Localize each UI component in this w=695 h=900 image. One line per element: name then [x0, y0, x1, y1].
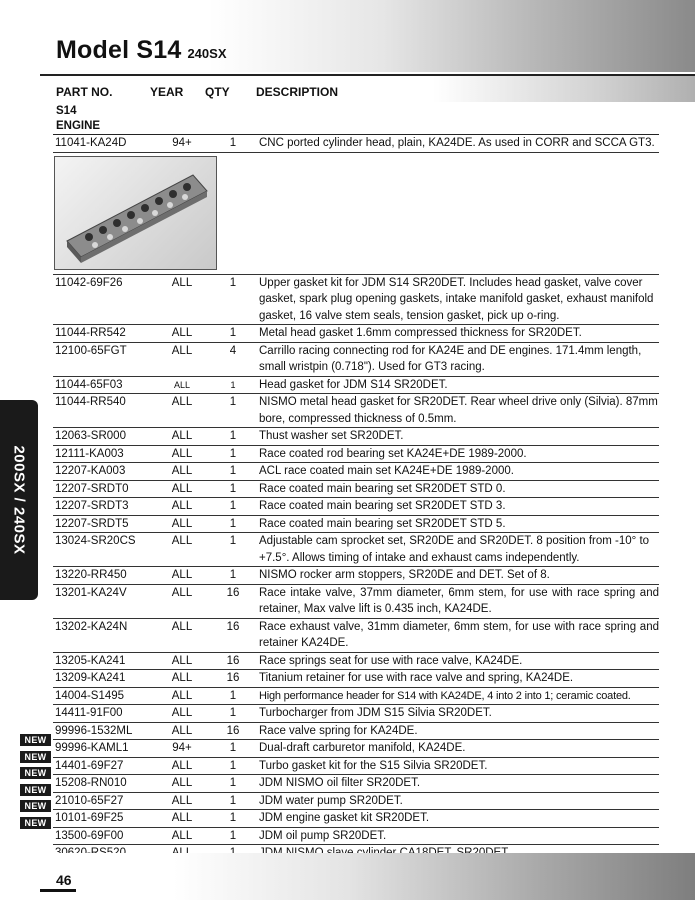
description-cell: Turbo gasket kit for the S15 Silvia SR20DET.: [259, 757, 659, 775]
description-cell: Upper gasket kit for JDM S14 SR20DET. Includes head gasket, valve cover gasket, spark plug opening gaskets, intake manifold gasket, exhaust manifold gasket, 16 valve stem seals, tension gasket, pick up o-ring.: [259, 274, 659, 325]
side-tab: [0, 400, 38, 600]
qty-cell: 1: [207, 274, 259, 325]
year-cell: ALL: [157, 757, 207, 775]
part-number: 99996-1532ML: [53, 722, 157, 740]
part-number: 13209-KA241: [53, 670, 157, 688]
qty-cell: 1: [207, 394, 259, 428]
description-cell: ACL race coated main set KA24E+DE 1989-2000.: [259, 463, 659, 481]
table-row: [53, 687, 659, 705]
part-number: 12111-KA003: [53, 445, 157, 463]
year-cell: ALL: [157, 515, 207, 533]
qty-cell: 1: [207, 740, 259, 758]
year-cell: ALL: [157, 463, 207, 481]
qty-cell: 1: [207, 533, 259, 567]
table-row: [53, 722, 659, 740]
part-number: 11044-RR542: [53, 325, 157, 343]
year-cell: 94+: [157, 740, 207, 758]
table-row: [53, 394, 659, 428]
description-cell: Carrillo racing connecting rod for KA24E and DE engines. 171.4mm length, small wristpin (0.718"). Used for GT3 racing.: [259, 342, 659, 376]
table-row: [53, 810, 659, 828]
part-number: 21010-65F27: [53, 792, 157, 810]
table-row: [53, 274, 659, 325]
table-row: [53, 705, 659, 723]
table-row: [53, 325, 659, 343]
part-number: 11042-69F26: [53, 274, 157, 325]
qty-cell: 1: [207, 775, 259, 793]
new-badge: NEW: [20, 784, 51, 796]
qty-cell: 1: [207, 463, 259, 481]
year-cell: ALL: [157, 428, 207, 446]
table-row: [53, 827, 659, 845]
qty-cell: 1: [207, 445, 259, 463]
table-row: [53, 445, 659, 463]
description-cell: NISMO rocker arm stoppers, SR20DE and DET. Set of 8.: [259, 567, 659, 585]
table-row: [53, 463, 659, 481]
part-number: 99996-KAML1: [53, 740, 157, 758]
part-number: 13220-RR450: [53, 567, 157, 585]
year-cell: ALL: [157, 274, 207, 325]
page-number: 46: [56, 872, 72, 888]
year-cell: ALL: [157, 827, 207, 845]
model-subtitle: 240SX: [187, 46, 227, 61]
qty-cell: 1: [207, 792, 259, 810]
qty-cell: 1: [207, 376, 259, 394]
part-number: 12207-KA003: [53, 463, 157, 481]
description-cell: Race exhaust valve, 31mm diameter, 6mm stem, for use with race spring and retainer KA24DE.: [259, 618, 659, 652]
qty-cell: 1: [207, 325, 259, 343]
year-cell: ALL: [157, 722, 207, 740]
qty-cell: 16: [207, 652, 259, 670]
section-category: ENGINE: [56, 120, 101, 132]
year-cell: ALL: [157, 775, 207, 793]
year-cell: ALL: [157, 792, 207, 810]
part-number: 13201-KA24V: [53, 584, 157, 618]
cylinder-head-icon: [55, 157, 216, 269]
table-row: [53, 670, 659, 688]
table-row: [53, 515, 659, 533]
description-cell: JDM NISMO oil filter SR20DET.: [259, 775, 659, 793]
table-row: [53, 480, 659, 498]
description-cell: Metal head gasket 1.6mm compressed thickness for SR20DET.: [259, 325, 659, 343]
year-cell: ALL: [157, 342, 207, 376]
description-cell: JDM water pump SR20DET.: [259, 792, 659, 810]
part-number: 12207-SRDT0: [53, 480, 157, 498]
year-cell: ALL: [157, 533, 207, 567]
description-cell: CNC ported cylinder head, plain, KA24DE. As used in CORR and SCCA GT3.: [259, 135, 659, 153]
description-cell: Thust washer set SR20DET.: [259, 428, 659, 446]
part-number: 15208-RN010: [53, 775, 157, 793]
description-cell: Race coated rod bearing set KA24E+DE 1989-2000.: [259, 445, 659, 463]
column-header-row: [40, 74, 695, 102]
qty-cell: 1: [207, 480, 259, 498]
part-number: 13024-SR20CS: [53, 533, 157, 567]
table-row: [53, 342, 659, 376]
page-number-rule: [40, 889, 76, 892]
part-number: 11044-65F03: [53, 376, 157, 394]
table-row: [53, 135, 659, 153]
new-badge: NEW: [20, 751, 51, 763]
year-cell: ALL: [157, 810, 207, 828]
description-cell: Race coated main bearing set SR20DET STD 0.: [259, 480, 659, 498]
model-title: Model S14: [56, 36, 182, 64]
part-number: 13202-KA24N: [53, 618, 157, 652]
year-cell: ALL: [157, 376, 207, 394]
part-number: 14401-69F27: [53, 757, 157, 775]
table-row: [53, 428, 659, 446]
table-row: [53, 584, 659, 618]
qty-cell: 1: [207, 428, 259, 446]
qty-cell: 16: [207, 722, 259, 740]
description-cell: Titanium retainer for use with race valve and spring, KA24DE.: [259, 670, 659, 688]
table-row: [53, 792, 659, 810]
section-model: S14: [56, 105, 77, 117]
qty-cell: 1: [207, 135, 259, 153]
new-badge: NEW: [20, 800, 51, 812]
year-cell: ALL: [157, 705, 207, 723]
description-cell: Race coated main bearing set SR20DET STD 3.: [259, 498, 659, 516]
col-qty: QTY: [205, 85, 230, 99]
qty-cell: 1: [207, 827, 259, 845]
year-cell: ALL: [157, 652, 207, 670]
year-cell: ALL: [157, 498, 207, 516]
new-badge: NEW: [20, 734, 51, 746]
table-row: [53, 775, 659, 793]
description-cell: Race intake valve, 37mm diameter, 6mm stem, for use with race spring and retainer, Max valve lift is 0.435 inch, KA24DE.: [259, 584, 659, 618]
qty-cell: 1: [207, 757, 259, 775]
cylinder-head-photo: [54, 156, 217, 270]
table-row: [53, 533, 659, 567]
qty-cell: 16: [207, 618, 259, 652]
part-number: 12207-SRDT5: [53, 515, 157, 533]
qty-cell: 1: [207, 705, 259, 723]
description-cell: NISMO metal head gasket for SR20DET. Rear wheel drive only (Silvia). 87mm bore, compressed thickness of 0.5mm.: [259, 394, 659, 428]
col-part-no: PART NO.: [56, 85, 113, 99]
image-row: [53, 152, 659, 274]
parts-table: [53, 134, 659, 880]
table-row: [53, 740, 659, 758]
year-cell: ALL: [157, 480, 207, 498]
description-cell: Race coated main bearing set SR20DET STD 5.: [259, 515, 659, 533]
year-cell: ALL: [157, 325, 207, 343]
description-cell: Head gasket for JDM S14 SR20DET.: [259, 376, 659, 394]
side-tab-label: 200SX / 240SX: [10, 445, 28, 555]
qty-cell: 16: [207, 670, 259, 688]
table-row: [53, 498, 659, 516]
year-cell: ALL: [157, 618, 207, 652]
year-cell: ALL: [157, 687, 207, 705]
year-cell: ALL: [157, 670, 207, 688]
col-year: YEAR: [150, 85, 184, 99]
year-cell: ALL: [157, 445, 207, 463]
new-badge: NEW: [20, 817, 51, 829]
description-cell: High performance header for S14 with KA24DE, 4 into 2 into 1; ceramic coated.: [259, 687, 659, 705]
qty-cell: 1: [207, 810, 259, 828]
part-number: 14411-91F00: [53, 705, 157, 723]
description-cell: Race valve spring for KA24DE.: [259, 722, 659, 740]
table-row: [53, 652, 659, 670]
description-cell: Race springs seat for use with race valve, KA24DE.: [259, 652, 659, 670]
part-number: 14004-S1495: [53, 687, 157, 705]
qty-cell: 1: [207, 498, 259, 516]
description-cell: JDM engine gasket kit SR20DET.: [259, 810, 659, 828]
part-number: 13500-69F00: [53, 827, 157, 845]
table-row: [53, 567, 659, 585]
year-cell: ALL: [157, 394, 207, 428]
qty-cell: 4: [207, 342, 259, 376]
description-cell: Turbocharger from JDM S15 Silvia SR20DET.: [259, 705, 659, 723]
table-row: [53, 376, 659, 394]
description-cell: Adjustable cam sprocket set, SR20DE and SR20DET. 8 position from -10° to +7.5°. Allows timing of intake and exhaust cams independently.: [259, 533, 659, 567]
year-cell: 94+: [157, 135, 207, 153]
table-row: [53, 618, 659, 652]
part-number: 12100-65FGT: [53, 342, 157, 376]
page-title: [56, 36, 227, 65]
year-cell: ALL: [157, 584, 207, 618]
description-cell: Dual-draft carburetor manifold, KA24DE.: [259, 740, 659, 758]
qty-cell: 16: [207, 584, 259, 618]
qty-cell: 1: [207, 567, 259, 585]
part-number: 13205-KA241: [53, 652, 157, 670]
part-number: 10101-69F25: [53, 810, 157, 828]
part-number: 11044-RR540: [53, 394, 157, 428]
new-badge: NEW: [20, 767, 51, 779]
part-number: 12063-SR000: [53, 428, 157, 446]
qty-cell: 1: [207, 515, 259, 533]
table-row: [53, 757, 659, 775]
part-number: 11041-KA24D: [53, 135, 157, 153]
description-cell: JDM oil pump SR20DET.: [259, 827, 659, 845]
footer-band: [0, 853, 695, 900]
part-number: 12207-SRDT3: [53, 498, 157, 516]
year-cell: ALL: [157, 567, 207, 585]
col-description: DESCRIPTION: [256, 85, 339, 99]
qty-cell: 1: [207, 687, 259, 705]
